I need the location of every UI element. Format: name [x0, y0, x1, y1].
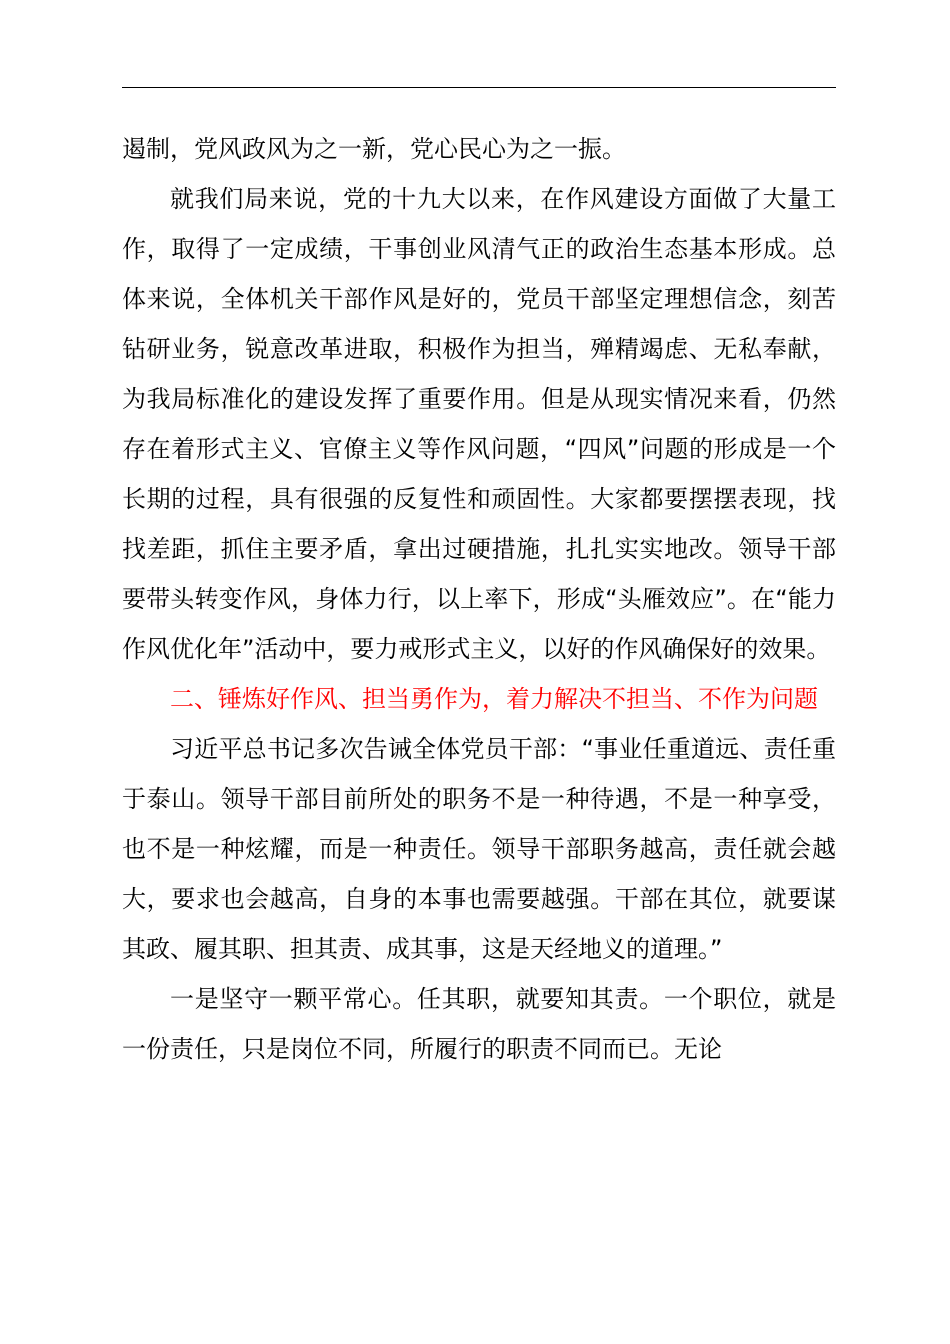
section-heading-2: 二、锤炼好作风、担当勇作为，着力解决不担当、不作为问题	[170, 685, 818, 713]
paragraph-point-one: 一是坚守一颗平常心。任其职，就要知其责。一个职位，就是一份责任，只是岗位不同，所履行的职责不同而已。无论	[122, 985, 836, 1063]
paragraph-xi-quote: 习近平总书记多次告诫全体党员干部：“事业任重道远、责任重于泰山。领导干部目前所处的职务不是一种待遇，不是一种享受，也不是一种炫耀，而是一种责任。领导干部职务越高，责任就会越大，要求也会越高，自身的本事也需要越强。干部在其位，就要谋其政、履其职、担其责、成其事，这是天经地义的道理。”	[122, 735, 836, 963]
document-body	[122, 124, 836, 1074]
paragraph-bureau-style: 就我们局来说，党的十九大以来，在作风建设方面做了大量工作，取得了一定成绩，干事创业风清气正的政治生态基本形成。总体来说，全体机关干部作风是好的，党员干部坚定理想信念，刻苦钻研业务，锐意改革进取，积极作为担当，殚精竭虑、无私奉献，为我局标准化的建设发挥了重要作用。但是从现实情况来看，仍然存在着形式主义、官僚主义等作风问题，“四风”问题的形成是一个长期的过程，具有很强的反复性和顽固性。大家都要摆摆表现，找找差距，抓住主要矛盾，拿出过硬措施，扎扎实实地改。领导干部要带头转变作风，身体力行，以上率下，形成“头雁效应”。在“能力作风优化年”活动中，要力戒形式主义，以好的作风确保好的效果。	[122, 185, 836, 663]
paragraph-continuation: 遏制，党风政风为之一新，党心民心为之一振。	[122, 135, 626, 163]
header-rule	[122, 87, 836, 88]
